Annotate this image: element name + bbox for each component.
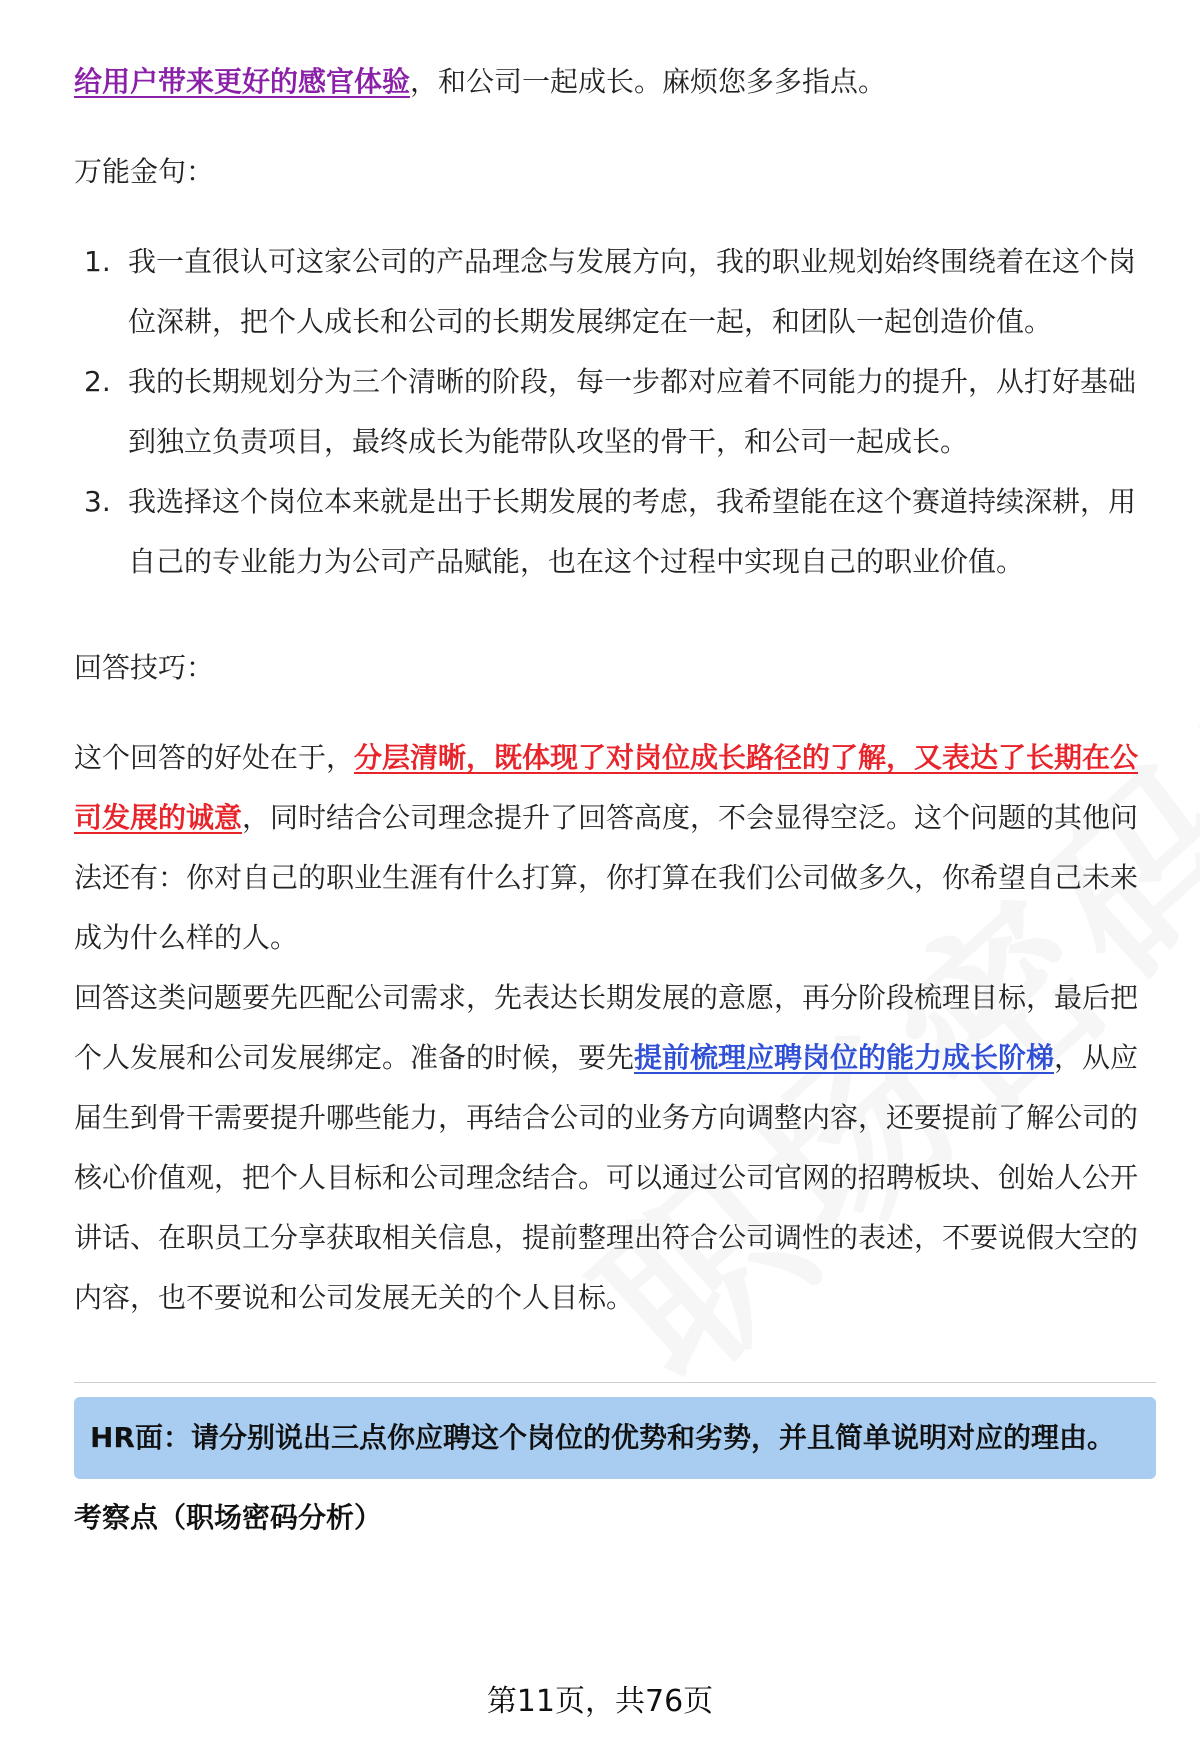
intro-highlight: 给用户带来更好的感官体验: [74, 65, 411, 98]
list-number: 3.: [84, 485, 111, 518]
intro-text: ，和公司一起成长。麻烦您多多指点。: [410, 65, 887, 98]
list-item: [74, 232, 1156, 352]
phrases-list: [74, 232, 1156, 592]
tips-text: ，同时结合公司理念提升了回答高度，不会显得空泛。这个问题的其他问法还有：你对自己的职业生涯有什么打算，你打算在我们公司做多久，你希望自己未来成为什么样的人。: [74, 801, 1139, 954]
divider: [74, 1382, 1156, 1383]
tips-highlight-blue: 提前梳理应聘岗位的能力成长阶梯: [634, 1041, 1055, 1074]
tips-highlight-red: 分层清晰，既体现了对岗位成长路径的了解，又表达了长期在公司发展的诚意: [74, 741, 1139, 834]
tips-paragraph-1: [74, 728, 1156, 968]
list-text: 我的长期规划分为三个清晰的阶段，每一步都对应着不同能力的提升，从打好基础到独立负责项目，最终成长为能带队攻坚的骨干，和公司一起成长。: [128, 365, 1137, 458]
hr-question-callout: HR面：请分别说出三点你应聘这个岗位的优势和劣势，并且简单说明对应的理由。: [74, 1397, 1156, 1479]
list-item: [74, 352, 1156, 472]
tips-text: 回答这类问题要先匹配公司需求，先表达长期发展的意愿，再分阶段梳理目标，最后把个人发展和公司发展绑定。准备的时候，要先: [74, 981, 1139, 1074]
tips-text: 这个回答的好处在于，: [74, 741, 355, 774]
intro-paragraph: [74, 52, 1156, 112]
list-item: [74, 472, 1156, 592]
list-number: 2.: [84, 365, 111, 398]
section-title: 考察点（职场密码分析）: [74, 1501, 383, 1534]
tips-label: 回答技巧：: [74, 651, 215, 684]
tips-paragraph-2: [74, 968, 1156, 1328]
list-text: 我选择这个岗位本来就是出于长期发展的考虑，我希望能在这个赛道持续深耕，用自己的专业能力为公司产品赋能，也在这个过程中实现自己的职业价值。: [128, 485, 1137, 578]
list-number: 1.: [84, 245, 111, 278]
list-text: 我一直很认可这家公司的产品理念与发展方向，我的职业规划始终围绕着在这个岗位深耕，把个人成长和公司的长期发展绑定在一起，和团队一起创造价值。: [128, 245, 1137, 338]
page-number: 第11页，共76页: [486, 1684, 714, 1719]
tips-text: ，从应届生到骨干需要提升哪些能力，再结合公司的业务方向调整内容，还要提前了解公司的核心价值观，把个人目标和公司理念结合。可以通过公司官网的招聘板块、创始人公开讲话、在职员工分享获取相关信息，提前整理出符合公司调性的表述，不要说假大空的内容，也不要说和公司发展无关的个人目标。: [74, 1041, 1139, 1314]
phrases-label: 万能金句：: [74, 155, 215, 188]
document-body: [74, 52, 1156, 1543]
